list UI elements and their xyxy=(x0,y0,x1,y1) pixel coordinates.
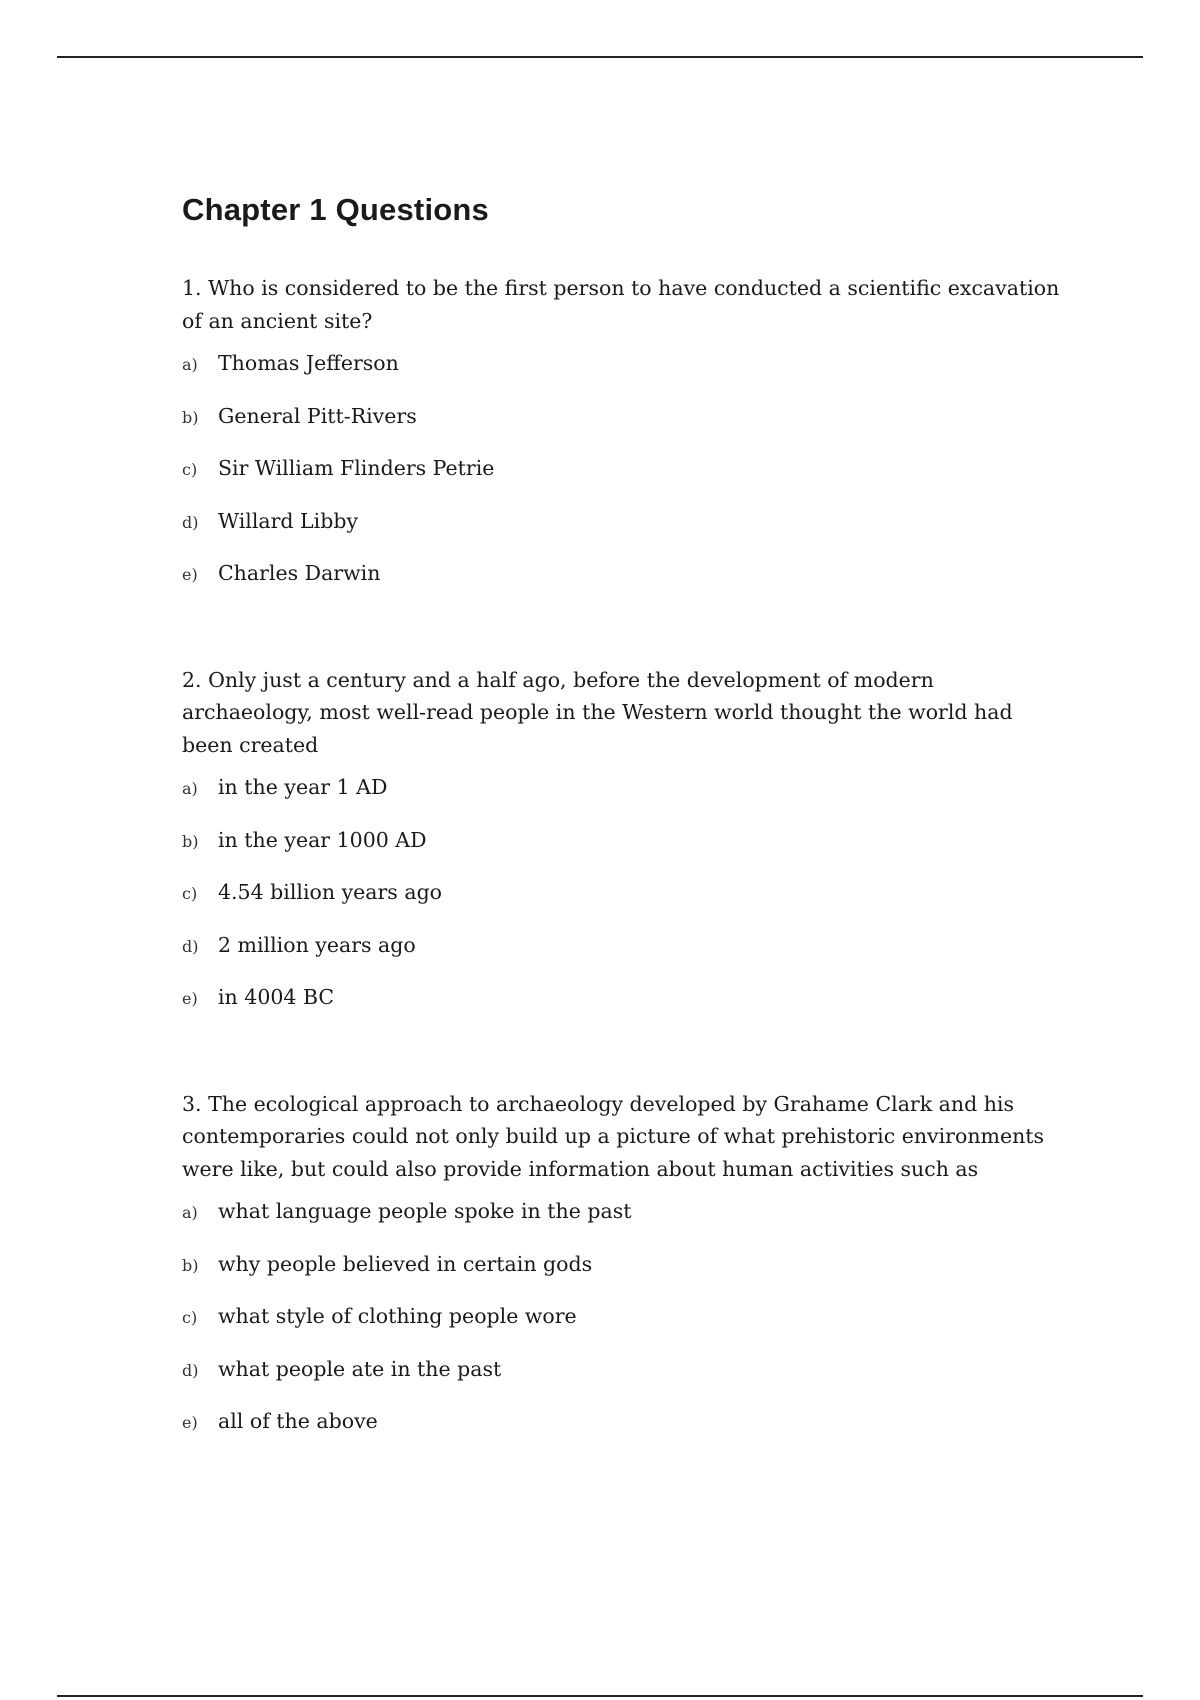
option-c xyxy=(182,448,1062,501)
page-content xyxy=(182,190,1062,1512)
option-letter: b) xyxy=(182,407,199,427)
option-letter: a) xyxy=(182,1203,198,1222)
option-e xyxy=(182,977,1062,1030)
option-text: all of the above xyxy=(218,1409,378,1433)
option-text: what language people spoke in the past xyxy=(218,1199,632,1223)
footer-rule xyxy=(57,1695,1143,1697)
option-letter: d) xyxy=(182,1360,199,1380)
option-text: what people ate in the past xyxy=(218,1356,502,1381)
option-letter: c) xyxy=(182,1308,198,1327)
option-e xyxy=(182,1401,1062,1454)
question-text: 2. Only just a century and a half ago, before the development of modern archaeology, most well-read people in the Western world thought the world had been created xyxy=(182,667,1013,757)
option-d xyxy=(182,1349,1062,1402)
option-text: Sir William Flinders Petrie xyxy=(218,456,495,480)
option-list xyxy=(182,1191,1062,1454)
option-letter: a) xyxy=(182,779,198,798)
question-text: 3. The ecological approach to archaeology developed by Grahame Clark and his contemporaries could not only build up a picture of what prehistoric environments were like, but could also provide information about human activities such as xyxy=(182,1091,1045,1181)
option-letter: d) xyxy=(182,512,199,532)
option-letter: c) xyxy=(182,460,198,479)
option-a xyxy=(182,767,1062,820)
question-3 xyxy=(182,1088,1062,1454)
option-c xyxy=(182,872,1062,925)
option-text: Thomas Jefferson xyxy=(218,351,399,375)
option-list xyxy=(182,767,1062,1030)
option-d xyxy=(182,925,1062,978)
option-letter: b) xyxy=(182,1255,199,1275)
option-a xyxy=(182,1191,1062,1244)
option-letter: e) xyxy=(182,1413,198,1432)
option-text: in the year 1000 AD xyxy=(218,827,427,852)
option-letter: c) xyxy=(182,884,198,903)
option-text: in the year 1 AD xyxy=(218,775,388,799)
option-list xyxy=(182,343,1062,606)
option-letter: b) xyxy=(182,831,199,851)
question-text: 1. Who is considered to be the first person to have conducted a scientific excavation of an ancient site? xyxy=(182,276,1060,333)
option-text: Charles Darwin xyxy=(218,561,381,585)
option-text: in 4004 BC xyxy=(218,985,335,1009)
option-b xyxy=(182,820,1062,873)
option-letter: e) xyxy=(182,565,198,584)
option-text: 4.54 billion years ago xyxy=(218,880,443,904)
option-letter: e) xyxy=(182,989,198,1008)
option-text: what style of clothing people wore xyxy=(218,1304,577,1328)
option-text: General Pitt-Rivers xyxy=(218,403,417,428)
option-a xyxy=(182,343,1062,396)
option-text: why people believed in certain gods xyxy=(218,1251,593,1276)
page-title: Chapter 1 Questions xyxy=(182,192,489,227)
question-2 xyxy=(182,664,1062,1030)
option-text: Willard Libby xyxy=(218,508,359,533)
header-rule xyxy=(57,56,1143,58)
option-letter: a) xyxy=(182,355,198,374)
option-text: 2 million years ago xyxy=(218,932,416,957)
option-b xyxy=(182,1244,1062,1297)
option-c xyxy=(182,1296,1062,1349)
option-d xyxy=(182,501,1062,554)
question-1 xyxy=(182,272,1062,606)
option-e xyxy=(182,553,1062,606)
option-b xyxy=(182,396,1062,449)
option-letter: d) xyxy=(182,936,199,956)
